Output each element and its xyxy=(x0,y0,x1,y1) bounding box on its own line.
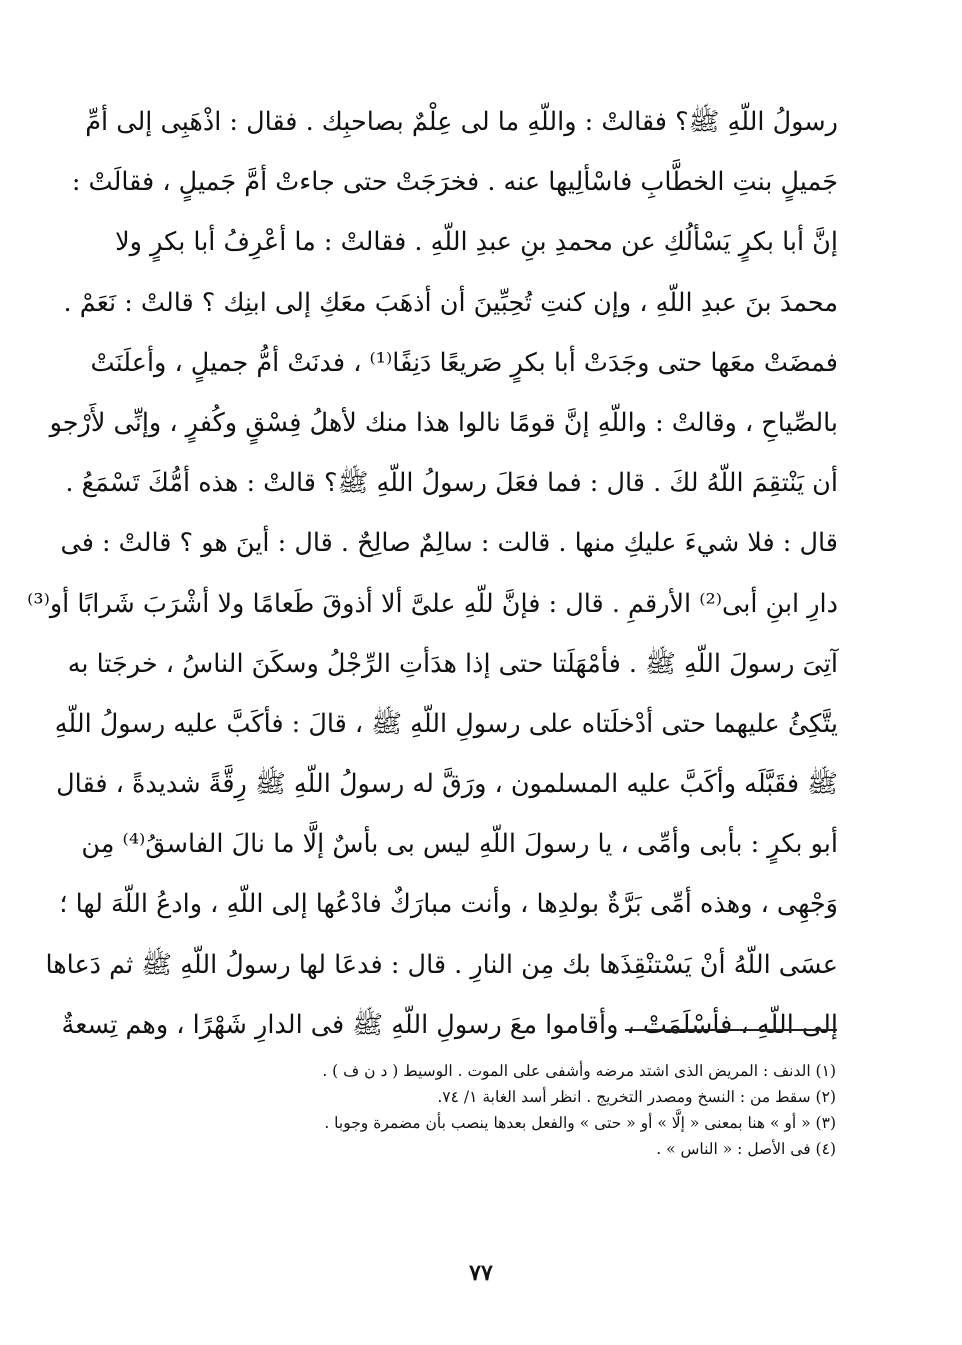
text-line: جَميلٍ بنتِ الخطَّابِ فاسْألِيها عنه . فخرَجَتْ حتى جاءتْ أمَّ جَميلٍ ، فقالَتْ : xyxy=(71,167,838,198)
text-line: رسولُ اللّهِ ﷺ؟ فقالتْ : واللّهِ ما لى عِلْمٌ بصاحبِك . فقال : اذْهَبِى إلى أمِّ xyxy=(85,107,838,137)
text-line: آتِىَ رسولَ اللّهِ ﷺ . فأمْهَلَتا حتى إذا هدَأتِ الرِّجْلُ وسكَنَ الناسُ ، خرجَتا به xyxy=(67,648,838,679)
text-line: ﷺ فقَبَّلَه وأكَبَّ عليه المسلمون ، ورَقَّ له رسولُ اللّهِ ﷺ رِقَّةً شديدةً ، فقال xyxy=(56,769,838,800)
footnote: (٤) فى الأصل : « الناس » . xyxy=(656,1140,836,1158)
footnote: (٣) « أو » هنا بمعنى « إلَّا » أو « حتى » والفعل بعدها ينصب بأن مضمرة وجوبا . xyxy=(324,1114,836,1132)
text-line: بالصِّياحِ ، وقالتْ : واللّهِ إنَّ قومًا نالوا هذا منك لأهلُ فِسْقٍ وكُفرٍ ، وإنِّى لأَرْجو xyxy=(49,407,838,438)
text-line: فمضَتْ معَها حتى وجَدَتْ أبا بكرٍ صَريعًا دَنِفًا⁽¹⁾ ، فدنَتْ أمُّ جميلٍ ، وأعلَنَتْ xyxy=(90,347,838,378)
text-line: قال : فلا شيءَ عليكِ منها . قالت : سالِمٌ صالِحٌ . قال : أينَ هو ؟ قالتْ : فى xyxy=(60,528,838,559)
page-number: ٧٧ xyxy=(469,1260,493,1286)
text-line: إلى اللّهِ ، فأسْلَمَتْ ، وأقاموا معَ رسولِ اللّهِ ﷺ فى الدارِ شَهْرًا ، وهم تِسعةٌ xyxy=(61,1009,838,1040)
text-line: محمدَ بنَ عبدِ اللّهِ ، وإن كنتِ تُحِبِّينَ أن أذهَبَ معَكِ إلى ابنِك ؟ قالتْ : نَعَمْ . xyxy=(63,287,838,318)
text-line: إنَّ أبا بكرٍ يَسْألُكِ عن محمدِ بنِ عبدِ اللّهِ . فقالتْ : ما أعْرِفُ أبا بكرٍ ولا xyxy=(115,227,838,258)
footnote: (٢) سقط من : النسخ ومصدر التخريج . انظر أسد الغابة ١/ ٧٤. xyxy=(437,1088,836,1106)
text-line: أن يَنْتقِمَ اللّهُ لكَ . قال : فما فعَلَ رسولُ اللّهِ ﷺ؟ قالتْ : هذه أمُّكَ تَسْمَعُ . xyxy=(65,468,838,499)
main-text xyxy=(27,92,838,1055)
text-line: أبو بكرٍ : بأبى وأمِّى ، يا رسولَ اللّهِ ليس بى بأسٌ إلَّا ما نالَ الفاسقُ⁽⁴⁾ مِن xyxy=(81,829,838,860)
text-line: يتَّكِئُ عليهما حتى أدْخلَتاه على رسولِ اللّهِ ﷺ ، قالَ : فأكَبَّ عليه رسولُ اللّهِ xyxy=(54,708,838,739)
text-line: دارِ ابنِ أبى⁽²⁾ الأرقمِ . قال : فإنَّ للّهِ علىَّ ألا أذوقَ طَعامًا ولا أشْرَبَ شَرابًا أو⁽³⁾ xyxy=(27,588,838,619)
footnote: (١) الدنف : المريض الذى اشتد مرضه وأشفى على الموت . الوسيط ( د ن ف ) . xyxy=(322,1062,836,1080)
footnote-divider xyxy=(625,1029,837,1031)
footnotes xyxy=(196,1058,836,1162)
text-line: عسَى اللّهُ أنْ يَسْتنْقِذَها بك مِن النارِ . قال : فدعَا لها رسولُ اللّهِ ﷺ ثم دَعاها xyxy=(45,949,838,980)
text-line: وَجْهِى ، وهذه أمِّى بَرَّةٌ بولدِها ، وأنت مبارَكٌ فادْعُها إلى اللّهِ ، وادعُ اللّهَ لها ؛ xyxy=(59,889,838,920)
